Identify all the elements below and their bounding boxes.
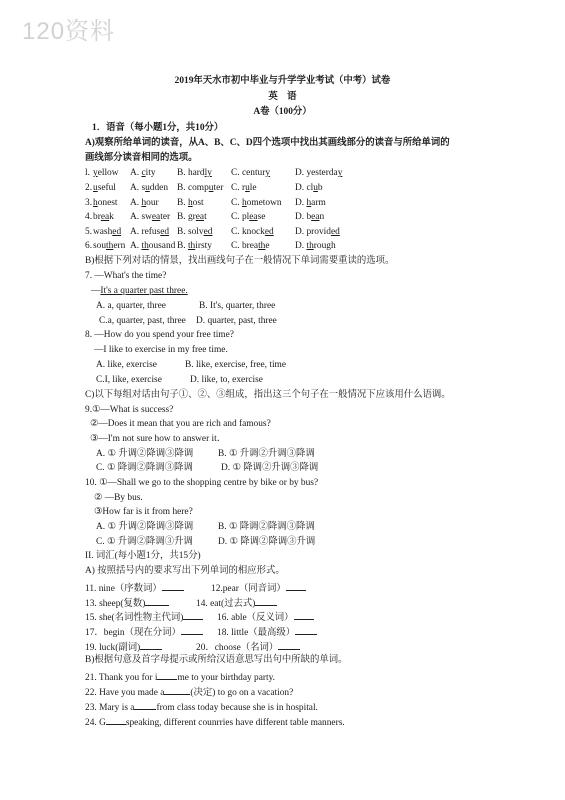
- q10-line2: ② —By bus.: [94, 493, 143, 503]
- q14-blank[interactable]: [255, 597, 277, 606]
- underlined-letters: th: [187, 241, 196, 251]
- q9-option-d: D. ① 降调②升调③降调: [221, 463, 319, 473]
- q10-option-a: A. ① 升调②降调③降调: [96, 522, 194, 532]
- word-prefix: D.: [295, 198, 307, 208]
- option-c: [231, 199, 282, 208]
- underlined-letters: th: [141, 241, 149, 251]
- q14-text: 14. eat(过去式): [196, 599, 256, 609]
- underlined-letters: ed: [160, 227, 170, 237]
- q21-text-end: me to your birthday party.: [177, 673, 276, 683]
- q13-text: 13. sheep(复数): [85, 599, 146, 609]
- word-prefix: D. b: [295, 212, 312, 222]
- q21-blank[interactable]: [157, 671, 177, 680]
- part-a-instruction-line1: A)观察所给单词的读音，从A、B、C、D四个选项中找出其画线部分的读音与所给单词的: [85, 138, 450, 148]
- word-prefix: B. hard: [177, 168, 205, 178]
- word-prefix: B. solv: [177, 227, 204, 237]
- underlined-letters: y: [93, 168, 98, 178]
- word-suffix: ost: [192, 198, 204, 208]
- q9-option-b: B. ① 升调②升调③降调: [218, 449, 315, 459]
- q22: [85, 686, 293, 698]
- q8-option-b: B. like, exercise, free, time: [185, 360, 286, 370]
- q9-option-c: C. ① 降调②降调③降调: [96, 463, 193, 473]
- word-prefix: C. r: [231, 183, 246, 193]
- option-c: [231, 213, 265, 222]
- q15-blank[interactable]: [183, 611, 203, 620]
- option-a: [130, 169, 156, 178]
- q8-option-d: D. like, to, exercise: [190, 375, 263, 385]
- option-b: [177, 228, 212, 237]
- q20-text: 20．choose（名词）: [196, 643, 279, 653]
- word-prefix: br: [93, 212, 101, 222]
- q20: [196, 641, 300, 653]
- q19: [85, 641, 162, 653]
- q16: [217, 611, 314, 623]
- q7-option-d: D. quarter, past, three: [196, 316, 277, 326]
- option-a: [130, 184, 168, 193]
- underlined-letters: th: [258, 241, 266, 251]
- question-number: 3.: [85, 198, 93, 208]
- q7-question: 7. —What's the time?: [85, 271, 167, 281]
- q9-line3: ③—I'm not sure how to answer it．: [90, 434, 227, 444]
- q16-text: 16. able（反义词）: [217, 613, 294, 623]
- underlined-letters: y: [265, 168, 271, 178]
- section2-part-a-instruction: A) 按照括号内的要求写出下列单词的相应形式。: [85, 566, 285, 576]
- word-suffix: k: [109, 212, 114, 222]
- q23: [85, 701, 318, 713]
- underlined-letters: u: [313, 183, 318, 193]
- given-word: [93, 242, 125, 251]
- underlined-letters: h: [141, 198, 147, 208]
- word-suffix: ometown: [246, 198, 282, 208]
- underlined-letters: ea: [249, 212, 258, 222]
- word-prefix: C. knock: [231, 227, 265, 237]
- underlined-letters: c: [141, 168, 146, 178]
- q19-blank[interactable]: [140, 641, 162, 650]
- option-a: [130, 213, 170, 222]
- q8-option-a: A. like, exercise: [96, 360, 157, 370]
- underlined-letters: h: [187, 198, 193, 208]
- word-prefix: D. provid: [295, 227, 331, 237]
- q9-line2: ②—Does it mean that you are rich and famous?: [90, 419, 271, 429]
- word-prefix: B.: [177, 241, 188, 251]
- option-c: [231, 242, 270, 251]
- word-suffix: arm: [311, 198, 326, 208]
- q8-option-c: C.I, like, exercise: [96, 375, 162, 385]
- word-suffix: dden: [149, 183, 169, 193]
- question-number: l.: [85, 168, 90, 178]
- q18-blank[interactable]: [295, 626, 317, 635]
- option-d: [295, 242, 336, 251]
- given-word: [93, 169, 119, 178]
- q17: [85, 626, 203, 638]
- option-b: [177, 184, 223, 193]
- word-prefix: D. yesterda: [295, 168, 338, 178]
- option-a: [130, 199, 159, 208]
- q7-option-c: C.a, quarter, past, three: [99, 316, 186, 326]
- option-d: [295, 169, 342, 178]
- underlined-letters: th: [306, 241, 314, 251]
- word-suffix: our: [146, 198, 159, 208]
- q10-option-d: D. ① 降调②降调③升调: [218, 537, 316, 547]
- underlined-letters: u: [245, 183, 250, 193]
- q8-question: 8. —How do you spend your free time?: [85, 330, 234, 340]
- q11-text: 11. nine（序数词）: [85, 584, 162, 594]
- q9-option-a: A. ① 升调②降调③降调: [96, 449, 194, 459]
- option-b: [177, 199, 204, 208]
- word-prefix: D.: [295, 241, 307, 251]
- word-prefix: wash: [93, 227, 113, 237]
- q17-text: 17．begin（现在分词）: [85, 628, 181, 638]
- underlined-letters: h: [241, 198, 247, 208]
- section2-heading: II. 词汇(每小题1分，共15分): [85, 551, 201, 561]
- underlined-letters: y: [337, 168, 343, 178]
- q24: [85, 716, 345, 728]
- given-word: [93, 228, 121, 237]
- option-b: [177, 213, 207, 222]
- word-suffix: irsty: [195, 241, 212, 251]
- word-suffix: seful: [97, 183, 116, 193]
- part-c-instruction: C)以下每组对话由句子①、②、③组成，指出这三个句子在一般情况下应该用什么语调。: [85, 390, 451, 400]
- word-suffix: ter: [160, 212, 171, 222]
- q7-answer: —It's a quarter past three.: [91, 286, 188, 296]
- watermark-logo: 120资料: [22, 18, 116, 45]
- option-b: [177, 169, 212, 178]
- question-number: 4.: [85, 212, 93, 222]
- q16-blank[interactable]: [294, 611, 314, 620]
- q23-text-start: 23. Mary is a: [85, 703, 135, 713]
- word-prefix: C.: [231, 198, 242, 208]
- q13-blank[interactable]: [145, 597, 169, 606]
- question-number: 5.: [85, 227, 93, 237]
- word-prefix: C. pl: [231, 212, 250, 222]
- question-number: 2.: [85, 183, 93, 193]
- q12-text: 12.pear（同音词）: [211, 584, 286, 594]
- q11-blank[interactable]: [162, 582, 184, 591]
- word-prefix: B. comp: [177, 183, 209, 193]
- word-prefix: A.: [130, 168, 142, 178]
- exam-title: 2019年天水市初中毕业与升学学业考试（中考）试卷: [174, 76, 391, 86]
- option-c: [231, 228, 274, 237]
- word-suffix: le: [249, 183, 257, 193]
- word-suffix: ern: [113, 241, 126, 251]
- underlined-letters: u: [208, 183, 214, 193]
- underlined-letters: ea: [100, 212, 110, 222]
- q7-underlined-sentence: It's a quarter past three.: [100, 286, 188, 296]
- q10-option-c: C. ① 升调②降调③升调: [96, 537, 193, 547]
- option-d: [295, 228, 340, 237]
- q13: [85, 597, 169, 609]
- q22-text-end: (决定) to go on a vacation?: [190, 688, 294, 698]
- word-suffix: b: [317, 183, 323, 193]
- section2-part-b-instruction: B)根据句意及首字母提示或所给汉语意思写出句中所缺的单词。: [85, 655, 348, 665]
- q18: [217, 626, 317, 638]
- underlined-letters: ly: [204, 168, 212, 178]
- q23-text-end: from class today because she is in hospital.: [156, 703, 318, 713]
- word-suffix: ter: [213, 183, 224, 193]
- q9-line1: 9.①—What is success?: [85, 405, 174, 415]
- word-suffix: ousand: [148, 241, 176, 251]
- underlined-letters: ed: [203, 227, 213, 237]
- q10-line3: ③How far is it from here?: [94, 507, 193, 517]
- underlined-letters: ea: [311, 212, 320, 222]
- paper-a-label: A卷（100分）: [253, 107, 312, 117]
- q24-text-start: 24. G: [85, 718, 106, 728]
- word-prefix: C. brea: [231, 241, 259, 251]
- word-prefix: B.: [177, 198, 188, 208]
- q11: [85, 582, 184, 594]
- word-prefix: A. sw: [130, 212, 152, 222]
- q22-text-start: 22. Have you made a: [85, 688, 165, 698]
- q21-text-start: 21. Thank you for i: [85, 673, 158, 683]
- option-c: [231, 184, 257, 193]
- option-c: [231, 169, 270, 178]
- underlined-letters: u: [93, 183, 98, 193]
- q18-text: 18. little（最高级）: [217, 628, 296, 638]
- q20-blank[interactable]: [278, 641, 300, 650]
- word-prefix: B. gr: [177, 212, 196, 222]
- word-prefix: D. cl: [295, 183, 314, 193]
- word-prefix: C. centur: [231, 168, 266, 178]
- q8-answer: —I like to exercise in my free time.: [94, 345, 228, 355]
- underlined-letters: ed: [112, 227, 122, 237]
- q10-option-b: B. ① 降调②降调③降调: [218, 522, 315, 532]
- q23-blank[interactable]: [134, 701, 156, 710]
- word-suffix: rough: [313, 241, 336, 251]
- q12: [211, 582, 306, 594]
- q17-blank[interactable]: [181, 626, 203, 635]
- given-word: [93, 184, 116, 193]
- word-suffix: n: [319, 212, 325, 222]
- q15-text: 15. she(名词性物主代词): [85, 613, 184, 623]
- word-prefix: sou: [93, 241, 107, 251]
- given-word: [93, 213, 114, 222]
- underlined-letters: ea: [151, 212, 161, 222]
- underlined-letters: h: [93, 198, 98, 208]
- option-a: [130, 242, 175, 251]
- part-b-instruction: B)根据下列对话的情景，找出画线句子在一般情况下单词需要重读的选项。: [85, 256, 395, 266]
- q12-blank[interactable]: [286, 582, 306, 591]
- subject-title: 英 语: [268, 92, 297, 102]
- question-number: 6.: [85, 241, 93, 251]
- q21: [85, 671, 275, 683]
- underlined-letters: h: [306, 198, 312, 208]
- underlined-letters: u: [145, 183, 150, 193]
- word-suffix: ellow: [97, 168, 119, 178]
- q7-option-b: B. It's, quarter, three: [199, 301, 276, 311]
- underlined-letters: ed: [264, 227, 274, 237]
- part-a-instruction-line2: 画线部分读音相同的选项。: [85, 153, 198, 163]
- word-suffix: onest: [97, 198, 118, 208]
- q10-line1: 10. ①—Shall we go to the shopping centre by bike or by bus?: [85, 478, 319, 488]
- word-suffix: e: [265, 241, 270, 251]
- q14: [196, 597, 277, 609]
- q7-option-a: A. a, quarter, three: [96, 301, 166, 311]
- q15: [85, 611, 203, 623]
- underlined-letters: ea: [195, 212, 205, 222]
- underlined-letters: ed: [330, 227, 340, 237]
- word-prefix: A. s: [130, 183, 146, 193]
- word-suffix: ity: [145, 168, 156, 178]
- word-prefix: A. refus: [130, 227, 161, 237]
- given-word: [93, 199, 117, 208]
- option-d: [295, 199, 326, 208]
- word-prefix: A.: [130, 241, 142, 251]
- q24-text-end: speaking, different counrries have different table manners.: [125, 718, 345, 728]
- option-b: [177, 242, 212, 251]
- underlined-letters: th: [106, 241, 114, 251]
- option-a: [130, 228, 169, 237]
- option-d: [295, 213, 324, 222]
- word-suffix: t: [204, 212, 207, 222]
- q22-blank[interactable]: [164, 686, 190, 695]
- word-prefix: A.: [130, 198, 142, 208]
- section1-heading: 1．语音（每小题1分，共10分）: [92, 123, 224, 133]
- word-suffix: se: [257, 212, 266, 222]
- q24-blank[interactable]: [106, 716, 126, 725]
- q19-text: 19. luck(副词): [85, 643, 141, 653]
- option-d: [295, 184, 323, 193]
